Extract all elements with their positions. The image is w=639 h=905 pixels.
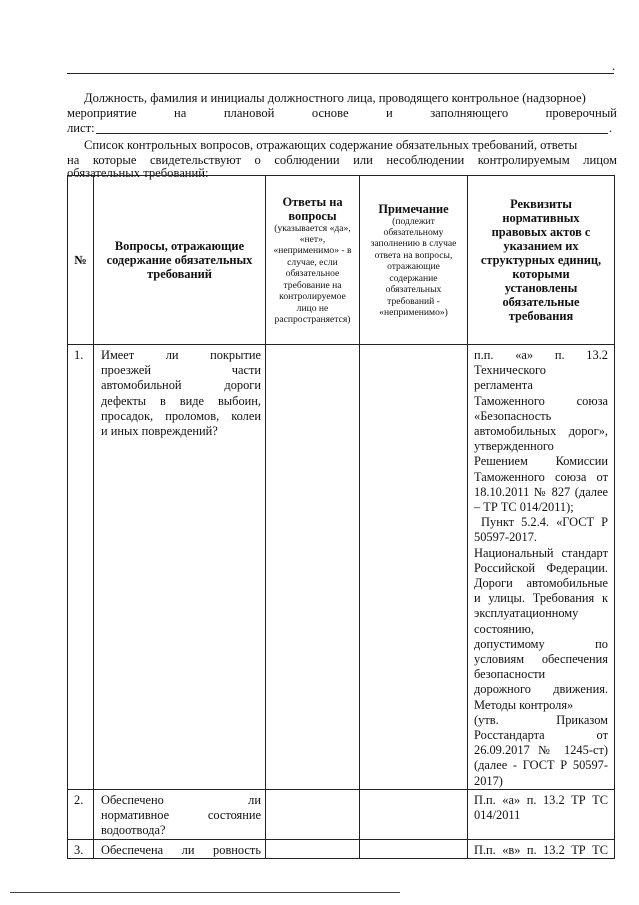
row-note[interactable]: [360, 839, 468, 858]
word: плановой: [223, 106, 275, 120]
row-note[interactable]: [360, 345, 468, 790]
row-answer[interactable]: [266, 345, 360, 790]
row-note[interactable]: [360, 789, 468, 839]
word: основе: [311, 106, 349, 120]
table-row: [68, 789, 615, 839]
row-requisites: П.п. «а» п. 13.2 ТР ТС 014/2011: [468, 789, 615, 839]
top-rule-period: .: [612, 59, 616, 73]
sheet-label: лист:: [67, 121, 95, 135]
checklist-table: [67, 175, 615, 859]
row-answer[interactable]: [266, 789, 360, 839]
checklist-intro-line-1: Список контрольных вопросов, отражающих содержание обязательных требований, ответы: [84, 138, 578, 152]
row-question: Имеет ли покрытие проезжей части автомобильной дороги дефекты в виде выбоин, просадок, проломов, колеи и иных повреждений?: [94, 345, 266, 790]
word: и: [385, 106, 393, 120]
row-number: 3.: [68, 839, 94, 858]
top-rule: [67, 73, 614, 74]
checklist-intro-line-2: на которые свидетельствуют о соблюдении или несоблюдении контролируемым лицом: [67, 153, 617, 167]
official-position-line-2: [67, 106, 617, 121]
sheet-fill-line[interactable]: [96, 133, 608, 134]
word: заполняющего: [430, 106, 509, 120]
table-header-row: [68, 176, 615, 345]
row-question: Обеспечена ли ровность: [94, 839, 266, 858]
table-row: [68, 345, 615, 790]
official-position-line: Должность, фамилия и инициалы должностного лица, проводящего контрольное (надзорное): [84, 91, 586, 105]
header-requisites: Реквизиты нормативных правовых актов с указанием их структурных единиц, которыми установлены обязательные требования: [468, 176, 615, 345]
header-num: №: [68, 176, 94, 345]
word: на: [174, 106, 187, 120]
word: проверочный: [545, 106, 617, 120]
row-number: 1.: [68, 345, 94, 790]
sheet-line-period: .: [609, 121, 613, 135]
header-answers: Ответы на вопросы (указывается «да», «нет», «неприменимо» - в случае, если обязательное требование на контролируемое лицо не распространяется): [266, 176, 360, 345]
header-notes: Примечание (подлежит обязательному заполнению в случае ответа на вопросы, отражающие содержание обязательных требований - «неприменимо»): [360, 176, 468, 345]
word: мероприятие: [67, 106, 137, 120]
checklist-intro-line-3: обязательных требований:: [67, 166, 209, 180]
row-requisites: п.п. «а» п. 13.2 Технического регламента Таможенного союза «Безопасность автомобильных дорог», утвержденного Решением Комиссии Таможенного союза от 18.10.2011 № 827 (далее – ТР ТС 014/2011); Пункт 5.2.4. «ГОСТ Р 50597-2017. Национальный стандарт Российской Федерации. Дороги автомобильные и улицы. Требования к эксплуатационному состоянию, допустимому по условиям обеспечения безопасности дорожного движения. Методы контроля» (утв. Приказом Росстандарта от 26.09.2017 № 1245-ст) (далее - ГОСТ Р 50597- 2017): [468, 345, 615, 790]
row-question: Обеспечено ли нормативное состояние водоотвода?: [94, 789, 266, 839]
bottom-rule: [10, 892, 400, 893]
row-requisites: П.п. «в» п. 13.2 ТР ТС: [468, 839, 615, 858]
table-row: [68, 839, 615, 858]
row-number: 2.: [68, 789, 94, 839]
header-questions: Вопросы, отражающие содержание обязательных требований: [94, 176, 266, 345]
row-answer[interactable]: [266, 839, 360, 858]
